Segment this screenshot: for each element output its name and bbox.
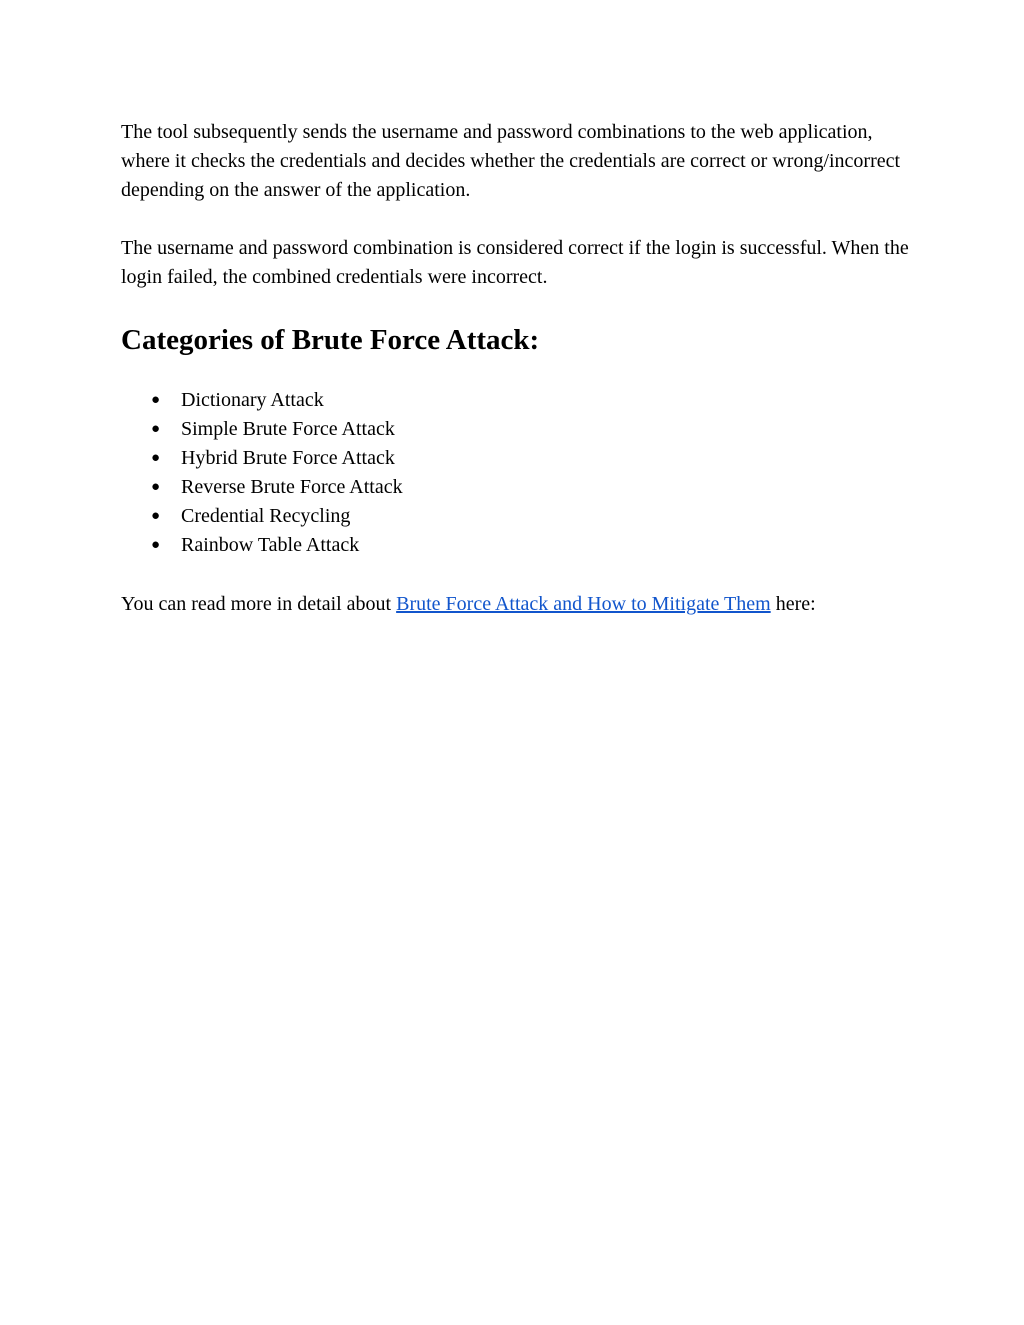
list-item-label: Reverse Brute Force Attack: [181, 476, 403, 498]
list-item: [121, 444, 911, 473]
list-item: [121, 531, 911, 560]
read-more-suffix: here:: [770, 593, 816, 615]
read-more-prefix: You can read more in detail about: [121, 593, 397, 615]
list-item-label: Dictionary Attack: [181, 389, 324, 411]
paragraph-read-more: [121, 590, 911, 619]
list-item: [121, 386, 911, 415]
brute-force-article-link[interactable]: Brute Force Attack and How to Mitigate Them: [396, 593, 771, 615]
bullet-icon: ●: [151, 479, 161, 495]
list-item-label: Rainbow Table Attack: [181, 534, 360, 556]
bullet-icon: ●: [151, 392, 161, 408]
paragraph-tool-description: The tool subsequently sends the username and password combinations to the web application, where it checks the credentials and decides whether the credentials are correct or wrong/incorrect depending on the answer of the application.: [121, 121, 901, 201]
list-item: [121, 502, 911, 531]
bullet-icon: ●: [151, 450, 161, 466]
bullet-icon: ●: [151, 537, 161, 553]
list-item-label: Simple Brute Force Attack: [181, 418, 395, 440]
list-item-label: Hybrid Brute Force Attack: [181, 447, 395, 469]
section-heading: Categories of Brute Force Attack:: [121, 324, 540, 356]
paragraph-login-result: The username and password combination is considered correct if the login is successful. When the login failed, the combined credentials were incorrect.: [121, 237, 909, 288]
bullet-icon: ●: [151, 508, 161, 524]
bullet-icon: ●: [151, 421, 161, 437]
list-item-label: Credential Recycling: [181, 505, 351, 527]
document-page: [121, 118, 911, 619]
attack-categories-list: [121, 386, 911, 560]
list-item: [121, 473, 911, 502]
list-item: [121, 415, 911, 444]
